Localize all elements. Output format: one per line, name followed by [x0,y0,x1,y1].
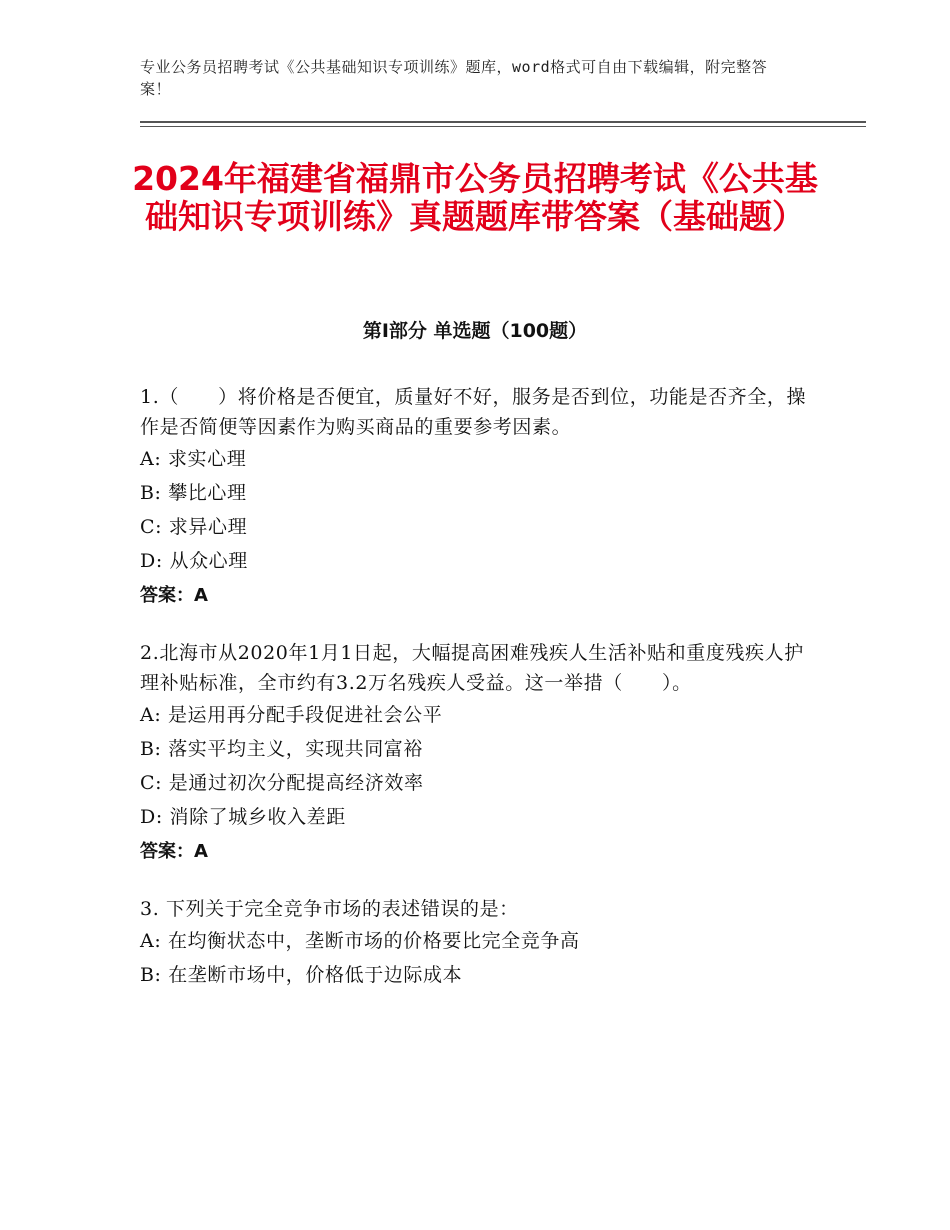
question-text: 3. 下列关于完全竞争市场的表述错误的是： [140,898,519,920]
option-a: A: 在均衡状态中，垄断市场的价格要比完全竞争高 [140,930,580,952]
header-rule-thick [140,121,866,123]
header-note: 专业公务员招聘考试《公共基础知识专项训练》题库，word格式可自由下载编辑，附完整答案！ [140,58,768,98]
question-list [140,382,810,1016]
section-heading: 第Ⅰ部分 单选题（100题） [362,320,588,342]
answer-label: 答案：A [140,585,208,606]
option-c: C: 是通过初次分配提高经济效率 [140,772,424,794]
document-title: 2024年福建省福鼎市公务员招聘考试《公共基础知识专项训练》真题题库带答案（基础题） [132,159,818,236]
header-rule-thin [140,126,866,127]
question-text: 2.北海市从2020年1月1日起，大幅提高困难残疾人生活补贴和重度残疾人护理补贴标准，全市约有3.2万名残疾人受益。这一举措（ ）。 [140,642,804,694]
option-b: B: 攀比心理 [140,482,247,504]
option-a: A: 求实心理 [140,448,247,470]
question-3 [140,894,810,992]
option-a: A: 是运用再分配手段促进社会公平 [140,704,443,726]
option-d: D: 消除了城乡收入差距 [140,806,346,828]
answer-label: 答案：A [140,841,208,862]
option-b: B: 落实平均主义，实现共同富裕 [140,738,424,760]
question-2 [140,638,810,870]
question-text: 1.（ ）将价格是否便宜，质量好不好，服务是否到位，功能是否齐全，操作是否简便等因素作为购买商品的重要参考因素。 [140,386,807,438]
option-d: D: 从众心理 [140,550,248,572]
option-b: B: 在垄断市场中，价格低于边际成本 [140,964,463,986]
question-1 [140,382,810,614]
option-c: C: 求异心理 [140,516,248,538]
